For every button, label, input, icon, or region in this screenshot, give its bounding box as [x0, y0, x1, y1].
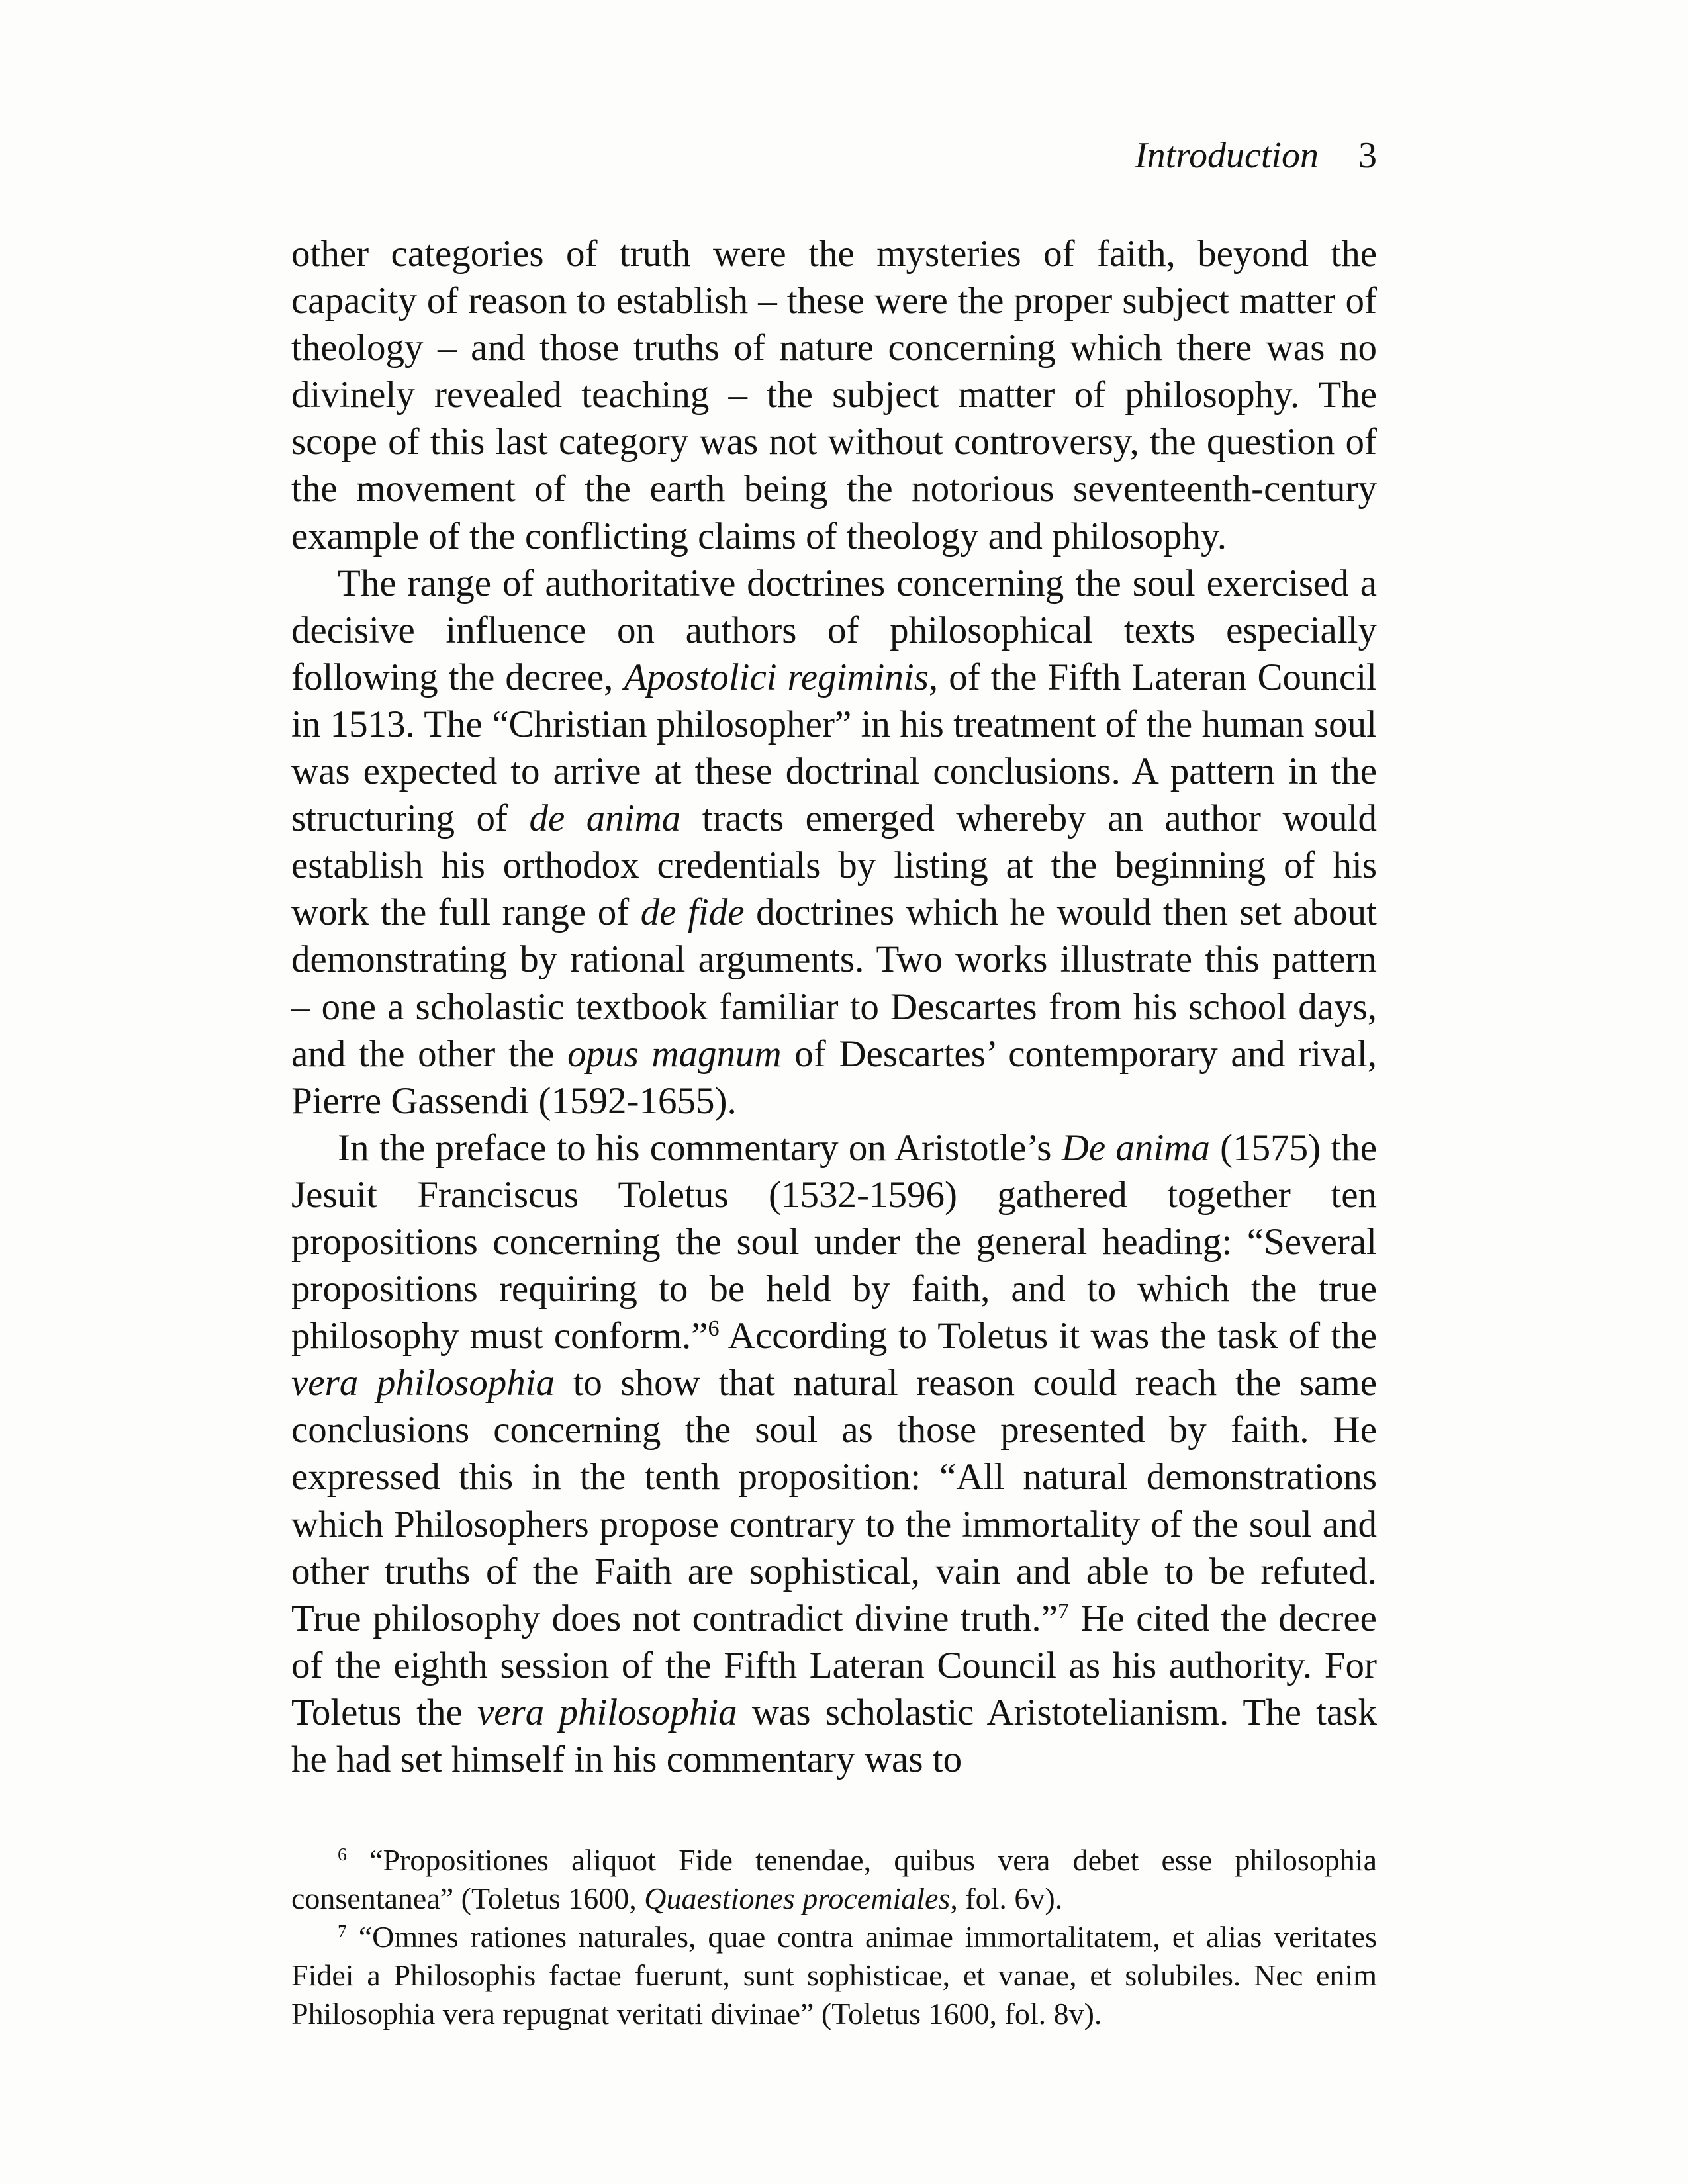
- paragraph-1: [291, 230, 1377, 560]
- paragraph-3-text: According to Toletus it was the task of the: [719, 1315, 1378, 1357]
- running-header: [1092, 132, 1377, 179]
- paragraph-1-text: other categories of truth were the mysteries of faith, beyond the capacity of reason to establish – these were the proper subject matter of theology – and those truths of nature concerning which there was no divinely revealed teaching – the subject matter of philosophy. The scope of this last category was not without controversy, the question of the movement of the earth being the notorious seventeenth-century example of the conflicting claims of theology and philosophy.: [291, 233, 1377, 557]
- page-number: 3: [1358, 135, 1377, 176]
- paragraph-3-text: In the preface to his commentary on Aristotle’s: [338, 1126, 1062, 1169]
- body-text: [291, 230, 1377, 1783]
- paragraph-3: [291, 1124, 1377, 1783]
- footnote-marker: 6: [338, 1843, 347, 1864]
- italic-term: vera philosophia: [477, 1691, 737, 1733]
- italic-term: Apostolici regiminis: [624, 656, 929, 698]
- paragraph-2-text: The range of authoritative doctrines concerning the soul exercised a decisive influence on authors of philosophical texts especially following the decree,: [291, 562, 1377, 698]
- paragraph-3-text: was scholastic Aristotelianism. The task he had set himself in his commentary was to: [291, 1691, 1377, 1780]
- paragraph-3-text: (1575) the Jesuit Franciscus Toletus (1532-1596) gathered together ten propositions concerning the soul under the general heading: “Several propositions requiring to be held by faith, and to which the true philosophy must conform.”: [291, 1126, 1377, 1357]
- paragraph-3-text: He cited the decree of the eighth session of the Fifth Lateran Council as his authority. For Toletus the: [291, 1597, 1377, 1733]
- paragraph-3-text: to show that natural reason could reach the same conclusions concerning the soul as those presented by faith. He expressed this in the tenth proposition: “All natural demonstrations which Philosophers propose contrary to the immortality of the soul and other truths of the Faith are sophistical, vain and able to be refuted. True philosophy does not contradict divine truth.”: [291, 1362, 1377, 1639]
- footnote-text: , fol. 6v).: [950, 1882, 1063, 1915]
- paragraph-2-text: tracts emerged whereby an author would establish his orthodox credentials by listing at the beginning of his work the full range of: [291, 797, 1377, 934]
- chapter-title: Introduction: [1135, 135, 1319, 176]
- footnote-ref-6: 6: [708, 1316, 720, 1342]
- footnote-text: “Propositiones aliquot Fide tenendae, quibus vera debet esse philosophia consentanea” (Toletus 1600,: [291, 1843, 1377, 1915]
- footnote-7: [291, 1918, 1377, 2033]
- footnote-text: “Omnes rationes naturales, quae contra animae immortalitatem, et alias veritates Fidei a Philosophis factae fuerunt, sunt sophisticae, et vanae, et solubiles. Nec enim Philosophia vera repugnat veritati divinae” (Toletus 1600, fol. 8v).: [291, 1920, 1377, 2030]
- paragraph-2-text: doctrines which he would then set about demonstrating by rational arguments. Two works illustrate this pattern – one a scholastic textbook familiar to Descartes from his school days, and the other the: [291, 891, 1378, 1075]
- italic-term: opus magnum: [567, 1032, 782, 1075]
- italic-term: de fide: [640, 891, 745, 934]
- italic-term: vera philosophia: [291, 1362, 555, 1404]
- paragraph-2: [291, 560, 1377, 1124]
- italic-term: De anima: [1061, 1126, 1210, 1169]
- footnote-6: [291, 1841, 1377, 1918]
- footnotes: [291, 1841, 1377, 2033]
- paragraph-2-text: of Descartes’ contemporary and rival, Pierre Gassendi (1592-1655).: [291, 1032, 1377, 1122]
- footnote-ref-7: 7: [1057, 1598, 1070, 1623]
- italic-term: de anima: [529, 797, 681, 840]
- italic-term: Quaestiones procemiales: [644, 1882, 951, 1915]
- footnote-marker: 7: [338, 1920, 347, 1941]
- paragraph-2-text: , of the Fifth Lateran Council in 1513. The “Christian philosopher” in his treatment of the human soul was expected to arrive at these doctrinal conclusions. A pattern in the structuring of: [291, 656, 1378, 840]
